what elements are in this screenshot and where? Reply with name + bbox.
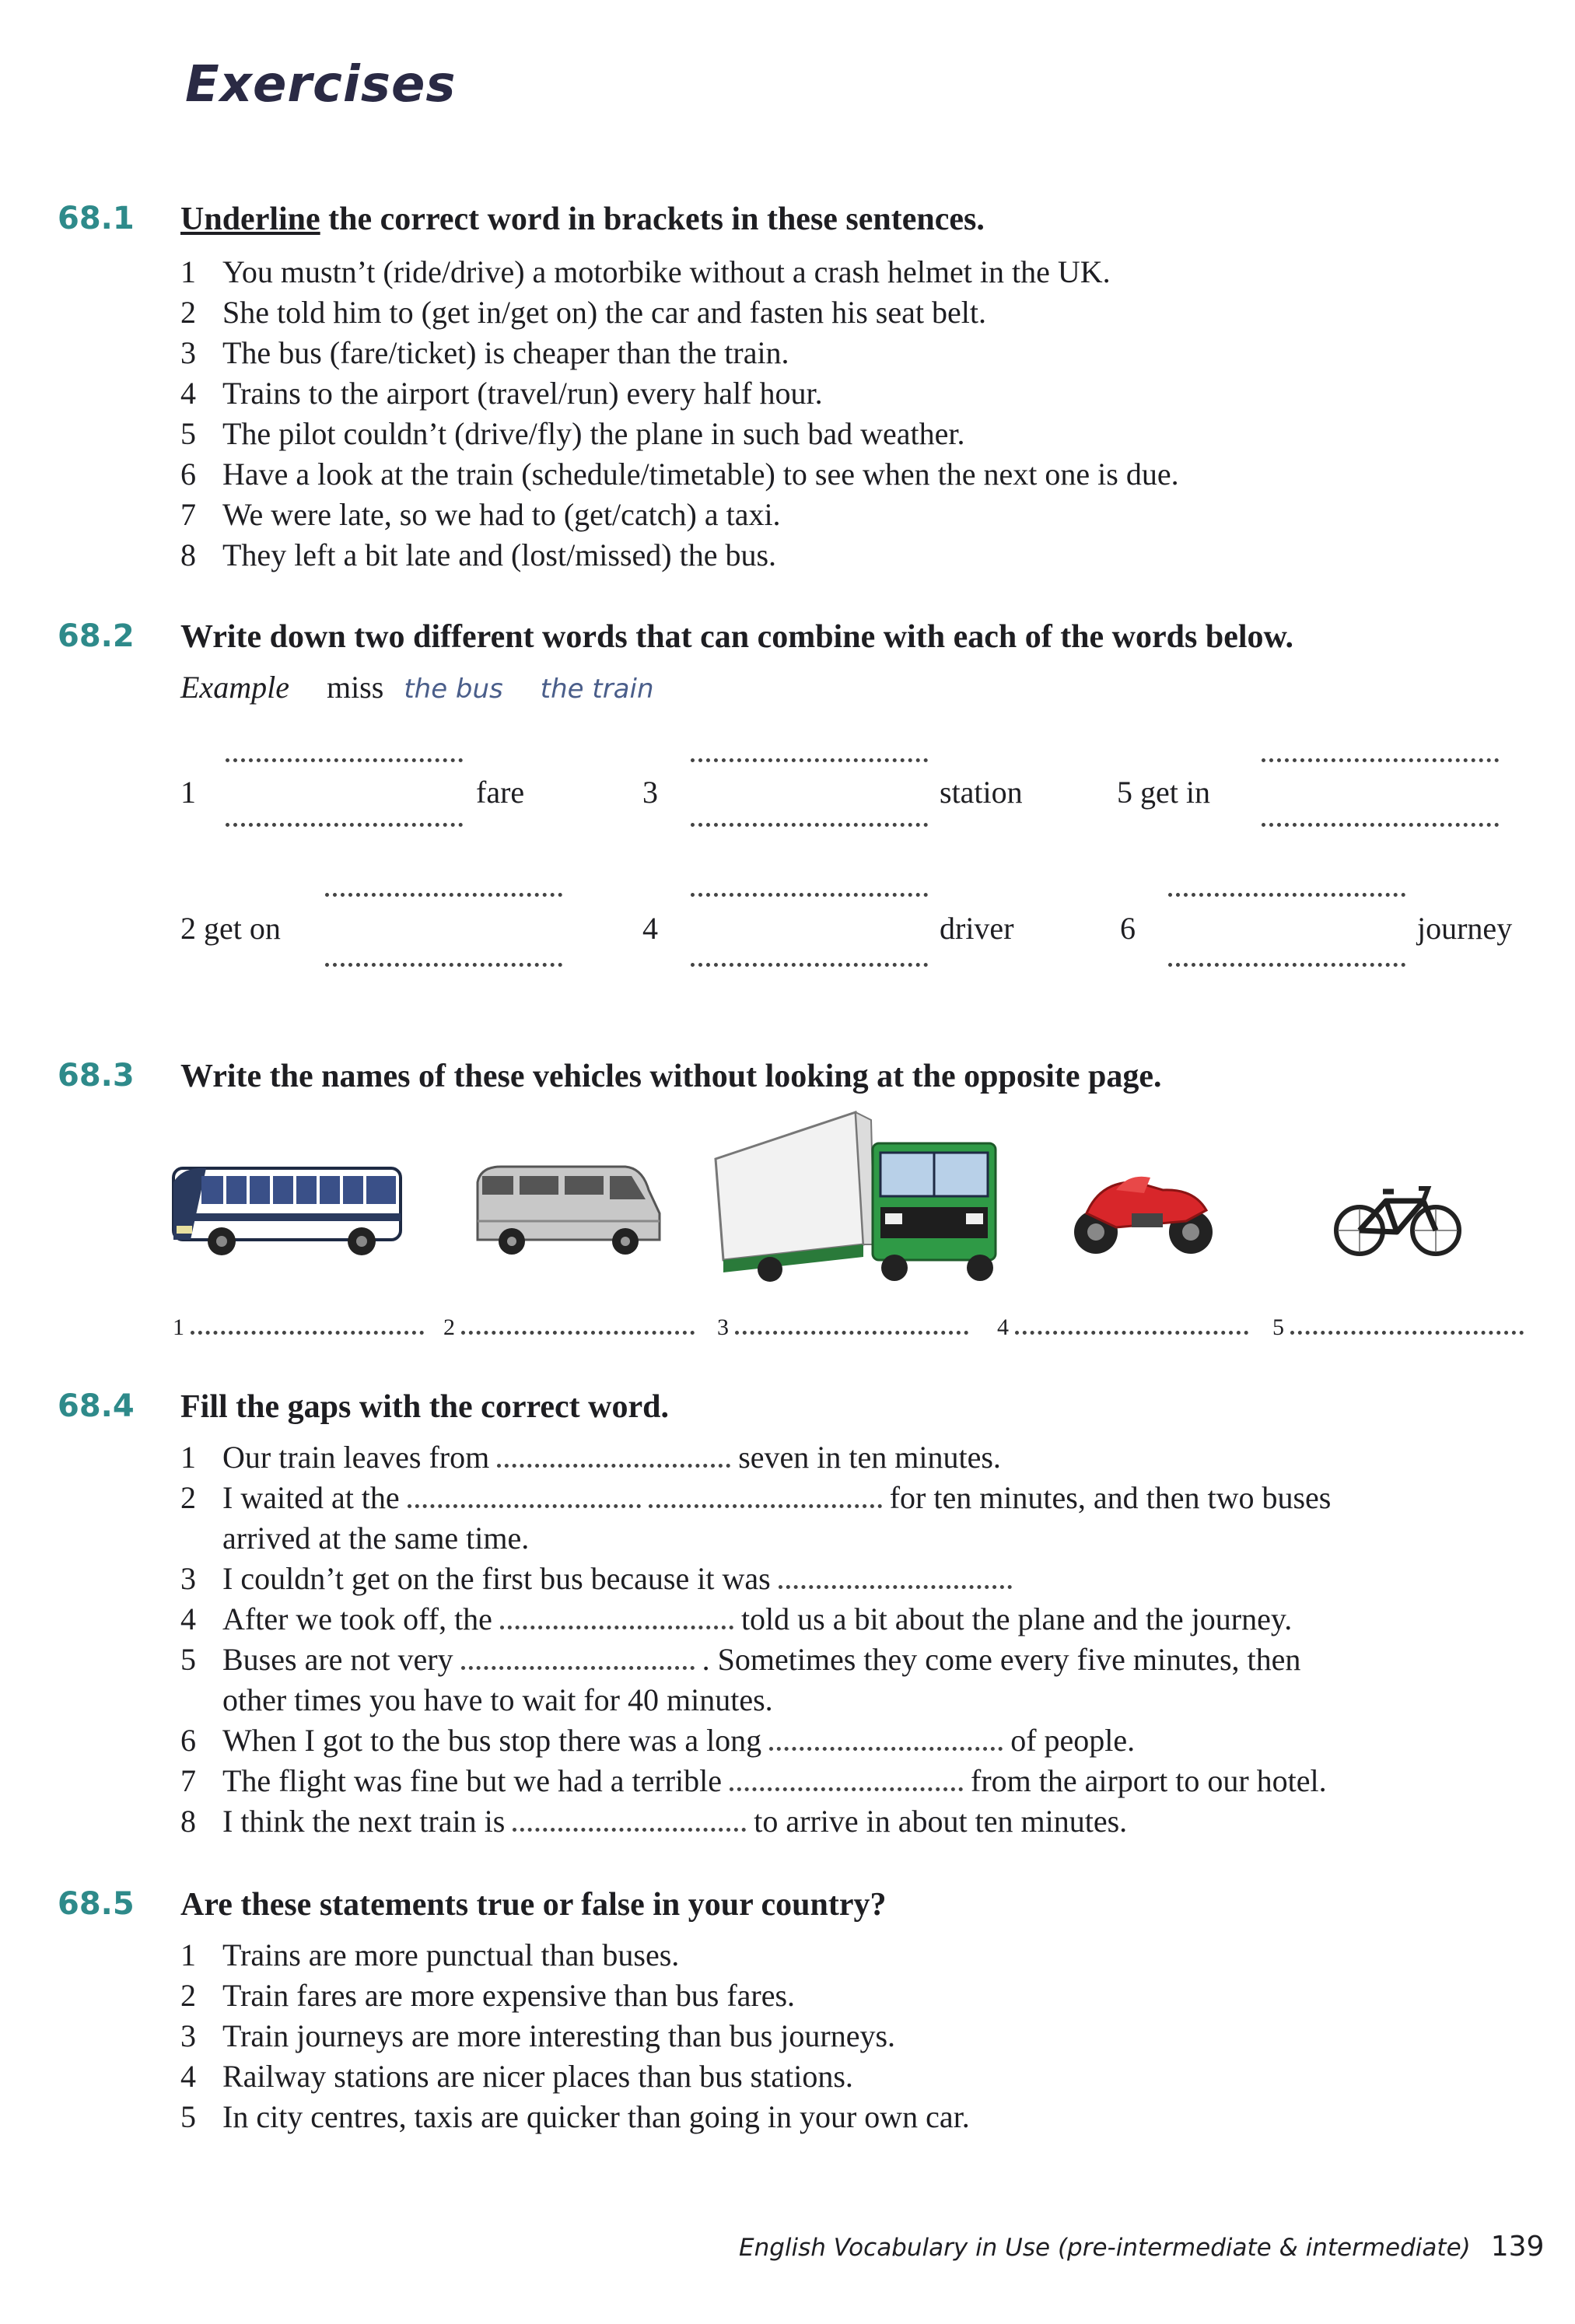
answer-blank[interactable] bbox=[226, 758, 463, 762]
exercise-instruction bbox=[180, 201, 985, 238]
list-item: 4 Trains to the airport (travel/run) every half hour. bbox=[180, 376, 823, 411]
instruction-text: the correct word in brackets in these sentences. bbox=[320, 201, 985, 237]
answer-blank[interactable] bbox=[691, 823, 928, 827]
combo-word: driver bbox=[940, 911, 1014, 946]
vehicle-answer: 1 bbox=[173, 1314, 424, 1341]
answer-blank[interactable] bbox=[1168, 893, 1405, 897]
exercise-instruction: Are these statements true or false in your country? bbox=[180, 1887, 887, 1923]
vehicle-answer: 5 bbox=[1272, 1314, 1524, 1341]
answer-blank[interactable] bbox=[408, 1504, 641, 1508]
list-item: 1 Trains are more punctual than buses. bbox=[180, 1937, 680, 1972]
answer-blank[interactable] bbox=[325, 963, 562, 967]
answer-blank[interactable] bbox=[325, 893, 562, 897]
answer-blank[interactable] bbox=[226, 823, 463, 827]
list-item: 2 She told him to (get in/get on) the car and fasten his seat belt. bbox=[180, 295, 986, 330]
combo-number: 6 bbox=[1120, 911, 1136, 946]
bicycle-picture bbox=[1332, 1168, 1464, 1262]
answer-blank[interactable] bbox=[691, 893, 928, 897]
combo-number: 4 bbox=[642, 911, 658, 946]
exercise-number: 68.4 bbox=[58, 1388, 135, 1424]
van-picture bbox=[470, 1159, 664, 1260]
combo-item: 5 get in bbox=[1117, 775, 1210, 810]
answer-blank[interactable] bbox=[730, 1787, 963, 1791]
list-item: 3 The bus (fare/ticket) is cheaper than the train. bbox=[180, 335, 789, 370]
list-item: 5 The pilot couldn’t (drive/fly) the plane in such bad weather. bbox=[180, 416, 965, 451]
list-item: 2 I waited at the for ten minutes, and then two buses bbox=[180, 1480, 1332, 1515]
vehicle-answer: 2 bbox=[443, 1314, 695, 1341]
list-item: 4 Railway stations are nicer places than bus stations. bbox=[180, 2059, 853, 2094]
page-number: 139 bbox=[1490, 2231, 1545, 2263]
answer-blank[interactable] bbox=[691, 963, 928, 967]
answer-blank[interactable] bbox=[1262, 758, 1499, 762]
list-item-continued: arrived at the same time. bbox=[222, 1521, 530, 1556]
answer-blank[interactable] bbox=[497, 1464, 730, 1468]
list-item: 2 Train fares are more expensive than bus fares. bbox=[180, 1978, 796, 2013]
example-row: Example miss the bus the train bbox=[180, 670, 654, 705]
exercise-instruction: Write down two different words that can combine with each of the words below. bbox=[180, 619, 1294, 655]
list-item: 1 Our train leaves from seven in ten minutes. bbox=[180, 1440, 1001, 1475]
list-item: 7 We were late, so we had to (get/catch) a taxi. bbox=[180, 497, 781, 532]
combo-number: 3 bbox=[642, 775, 658, 810]
combo-word: fare bbox=[476, 775, 525, 810]
answer-blank[interactable] bbox=[513, 1828, 746, 1832]
answer-blank[interactable] bbox=[779, 1585, 1012, 1589]
list-item: 6 Have a look at the train (schedule/timetable) to see when the next one is due. bbox=[180, 457, 1179, 492]
answer-blank[interactable] bbox=[461, 1666, 695, 1670]
list-item: 8 I think the next train is to arrive in about ten minutes. bbox=[180, 1804, 1128, 1839]
answer-blank[interactable] bbox=[649, 1504, 882, 1508]
list-item: 3 I couldn’t get on the first bus because it was bbox=[180, 1560, 1012, 1597]
vehicle-answer: 3 bbox=[717, 1314, 968, 1341]
combo-number: 1 bbox=[180, 775, 196, 810]
exercise-number: 68.2 bbox=[58, 618, 135, 654]
bus-picture bbox=[167, 1159, 408, 1260]
combo-item: 2 get on bbox=[180, 911, 281, 946]
list-item: 3 Train journeys are more interesting than bus journeys. bbox=[180, 2018, 896, 2053]
handwritten-answer: the bus bbox=[404, 674, 503, 705]
book-title: English Vocabulary in Use (pre-intermediate & intermediate) bbox=[739, 2234, 1471, 2262]
exercise-number: 68.1 bbox=[58, 201, 135, 236]
combo-word: journey bbox=[1417, 911, 1513, 946]
instruction-underlined-word: Underline bbox=[180, 201, 320, 237]
vehicle-answer: 4 bbox=[997, 1314, 1248, 1341]
exercise-number: 68.3 bbox=[58, 1058, 135, 1094]
exercise-number: 68.5 bbox=[58, 1886, 135, 1922]
lorry-picture bbox=[708, 1104, 1003, 1283]
answer-blank[interactable] bbox=[769, 1747, 1003, 1751]
answer-blank[interactable] bbox=[1168, 963, 1405, 967]
page-footer bbox=[739, 2231, 1544, 2263]
answer-blank[interactable] bbox=[1262, 823, 1499, 827]
list-item-continued: other times you have to wait for 40 minutes. bbox=[222, 1682, 773, 1717]
list-item: 1 You mustn’t (ride/drive) a motorbike without a crash helmet in the UK. bbox=[180, 254, 1111, 289]
page-title: Exercises bbox=[185, 56, 457, 114]
combo-word: station bbox=[940, 775, 1023, 810]
list-item: 7 The flight was fine but we had a terrible from the airport to our hotel. bbox=[180, 1763, 1327, 1798]
answer-blank[interactable] bbox=[691, 758, 928, 762]
exercise-instruction: Fill the gaps with the correct word. bbox=[180, 1389, 669, 1425]
list-item: 6 When I got to the bus stop there was a long of people. bbox=[180, 1723, 1136, 1758]
list-item: 5 Buses are not very . Sometimes they come every five minutes, then bbox=[180, 1642, 1301, 1677]
handwritten-answer: the train bbox=[540, 674, 654, 705]
list-item: 4 After we took off, the told us a bit about the plane and the journey. bbox=[180, 1601, 1293, 1636]
motorbike-picture bbox=[1069, 1167, 1217, 1260]
list-item: 5 In city centres, taxis are quicker than going in your own car. bbox=[180, 2099, 970, 2134]
list-item: 8 They left a bit late and (lost/missed) the bus. bbox=[180, 537, 777, 572]
exercise-instruction: Write the names of these vehicles without looking at the opposite page. bbox=[180, 1059, 1162, 1094]
answer-blank[interactable] bbox=[500, 1626, 733, 1629]
